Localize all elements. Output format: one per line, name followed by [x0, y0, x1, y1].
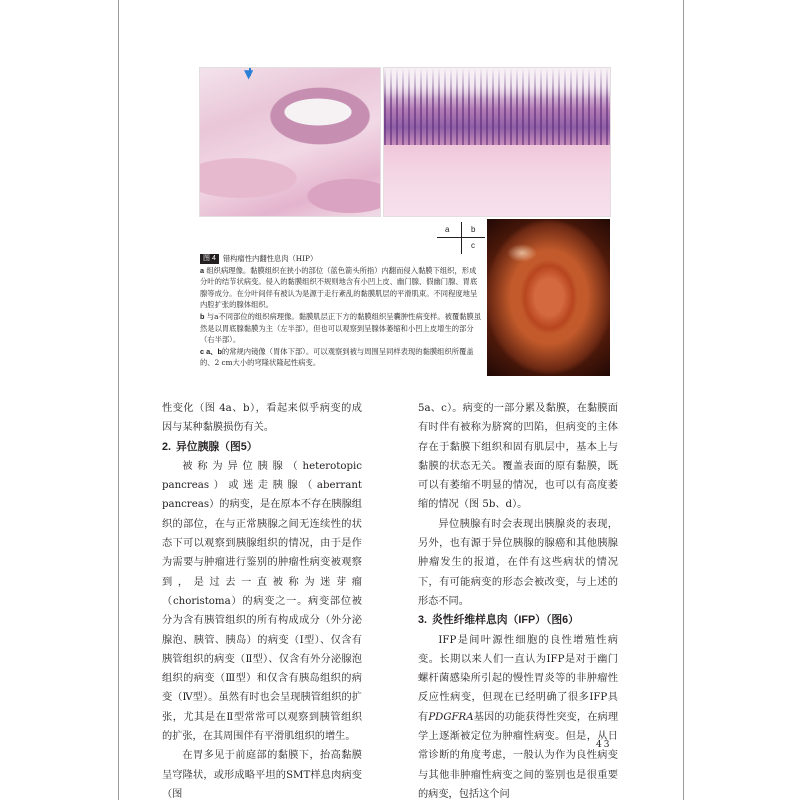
- section-number: 2.: [162, 440, 172, 453]
- right-paragraph-1: 5a、c）。病变的一部分累及黏膜，在黏膜面有时伴有被称为脐窝的凹陷，但病变的主体存在于黏膜下组织和固有肌层中，基本上与黏膜的状态无关。覆盖表面的原有黏膜，既可以有萎缩不明显的情况，也可以有高度萎缩的情况（图 5b、d）。: [418, 403, 618, 511]
- caption-item-c: [200, 346, 483, 369]
- section-heading-text: 炎性纤维样息肉（IFP）（图6）: [432, 614, 579, 627]
- gene-name-pdgfra: PDGFRA: [428, 711, 474, 723]
- section-number: 3.: [418, 614, 428, 627]
- panel-layout-key: [437, 222, 485, 254]
- section-heading-ifp: [418, 611, 618, 630]
- figure-4a-histology-image: [200, 68, 380, 216]
- figure-caption: [200, 253, 483, 369]
- right-paragraph-3-part-1: IFP是间叶源性细胞的良性增殖性病变。长期以来人们一直认为IFP是对于幽门螺杆菌感染所引起的慢性胃炎等的非肿瘤性反应性病变，但现在已经明确了很多IFP具有: [418, 634, 618, 723]
- endoscopy-light-reflection: [507, 244, 537, 262]
- figure-4b-histology-image: [384, 68, 610, 216]
- right-paragraph-3-part-2: 基因的功能获得性突变，在病理学上逐渐被定位为肿瘤性病变。但是，从日常诊断的角度考虑，一般认为作为良性病变与其他非肿瘤性病变之间的鉴别也是很重要的病变，包括这个问: [418, 711, 619, 800]
- body-column-left: [162, 399, 362, 804]
- figure-4c-endoscopy-image: [487, 219, 610, 376]
- caption-item-c-text: 的常规内镜像（胃体下部）。可以观察到被与周围呈同样表现的黏膜组织所覆盖的、2 cm大小的穹隆状隆起性病变。: [200, 346, 474, 368]
- figure-badge: 图 4: [200, 254, 219, 264]
- caption-item-b-text: 与a不同部位的组织病理像。黏膜肌层正下方的黏膜组织呈囊肿性病变样。被覆黏膜虽然是以胃底腺黏膜为主（左半部），但也可以观察到呈腺体萎缩和小凹上皮增生的部分（右半部）。: [200, 311, 482, 345]
- section-heading-text: 异位胰腺（图5）: [176, 440, 258, 453]
- caption-item-a-text: 组织病理像。黏膜组织在狭小的部位（蓝色箭头所指）内翻而侵入黏膜下组织，形成分叶的结节状病变。侵入的黏膜组织不规则地含有小凹上皮、幽门腺、假幽门腺、胃底腺等成分。在分叶间伴有被认为是源于走行紊乱的黏膜肌层的平滑肌束。不同程度地呈内腔扩张的腺体组织。: [200, 265, 478, 310]
- caption-item-a: [200, 265, 483, 311]
- caption-item-b-lead: b: [200, 311, 205, 321]
- left-paragraph-2: 被称为异位胰腺（heterotopic pancreas）或迷走胰腺（aberrant pancreas）的病变，是在原本不存在胰腺组织的部位，在与正常胰腺之间无连续性的状态下可以观察到胰腺组织的情况，由于是作为需要与肿瘤进行鉴别的肿瘤性病变被观察到，是过去一直被称为迷芽瘤（choristoma）的病变之一。病变部位被分为含有胰管组织的所有构成成分（外分泌腺泡、胰管、胰岛）的病变（Ⅰ型）、仅含有胰管组织的病变（Ⅱ型）、仅含有外分泌腺泡组织的病变（Ⅲ型）和仅含有胰岛组织的病变（Ⅳ型）。虽然有时也会呈现胰管组织的扩张，尤其是在Ⅱ型常常可以观察到胰管组织的扩张，在其周围伴有平滑肌组织的增生。: [162, 460, 362, 743]
- body-column-right: [418, 399, 618, 804]
- blue-arrow-icon: ▼: [244, 68, 254, 81]
- section-heading-heterotopic-pancreas: [162, 438, 362, 457]
- panel-key-horizontal-line: [437, 237, 485, 238]
- caption-item-c-lead: c a、b: [200, 346, 222, 356]
- panel-key-label-b: b: [471, 225, 476, 234]
- panel-key-label-a: a: [445, 225, 450, 234]
- caption-title-row: [200, 253, 483, 265]
- left-paragraph-1: 性变化（图 4a、b），看起来似乎病变的成因与某种黏膜损伤有关。: [162, 403, 362, 434]
- caption-item-a-lead: a: [200, 265, 205, 275]
- left-paragraph-3: 在胃多见于前庭部的黏膜下，抬高黏膜呈穹隆状，或形成略平坦的SMT样息肉病变（图: [162, 750, 362, 800]
- panel-key-label-c: c: [471, 241, 475, 250]
- right-paragraph-3: [418, 631, 618, 804]
- page-number: 43: [596, 740, 612, 750]
- right-paragraph-2: 异位胰腺有时会表现出胰腺炎的表现，另外，也有源于异位胰腺的腺癌和其他胰腺肿瘤发生的报道，在伴有这些病状的情况下，有可能病变的形态会被改变，与上述的形态不同。: [418, 518, 618, 607]
- caption-title: 错构瘤性内翻性息肉（HIP）: [222, 254, 318, 263]
- caption-item-b: [200, 311, 483, 346]
- panel-key-vertical-line: [461, 222, 462, 254]
